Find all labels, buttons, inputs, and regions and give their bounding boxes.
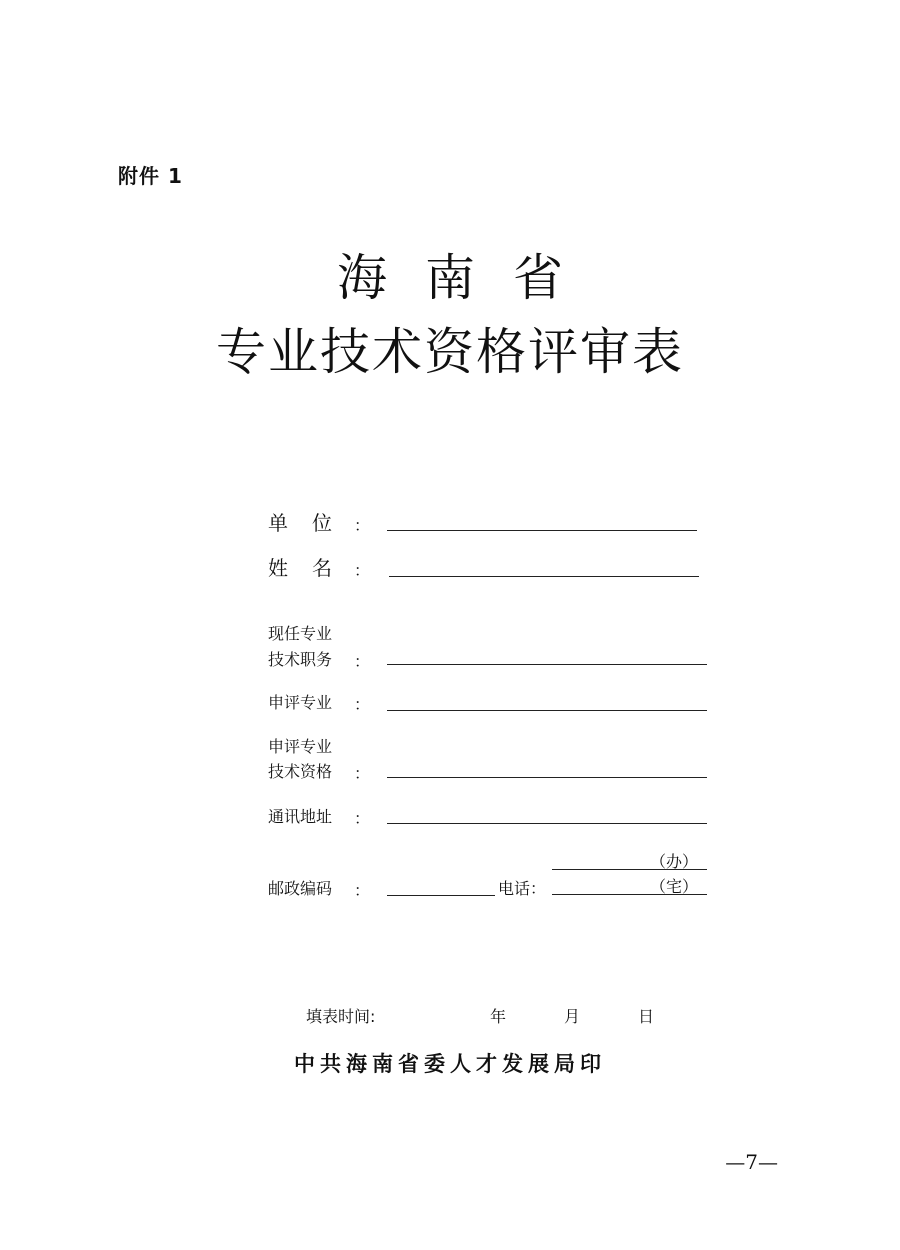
phone-label: 电话： [498, 879, 547, 898]
phone-office-suffix: （办） [650, 852, 699, 871]
title-province: 海南省 [337, 249, 601, 307]
unit-field[interactable] [387, 530, 697, 531]
publisher-imprint: 中共海南省委人才发展局印 [294, 1052, 606, 1076]
fill-date-label: 填表时间: [306, 1007, 376, 1026]
apply-qualification-colon: ： [354, 764, 371, 783]
fill-date-day: 日 [638, 1007, 655, 1026]
name-colon: ： [354, 561, 371, 580]
unit-colon: ： [354, 516, 371, 535]
postcode-label: 邮政编码 [268, 879, 333, 898]
apply-qualification-label-2: 技术资格 [268, 762, 333, 781]
fill-date-year: 年 [490, 1007, 507, 1026]
address-label: 通讯地址 [268, 807, 333, 826]
apply-major-label: 申评专业 [268, 693, 333, 712]
title-form-name: 专业技术资格评审表 [216, 323, 684, 381]
postcode-field[interactable] [387, 895, 495, 896]
phone-home-suffix: （宅） [650, 877, 699, 896]
attachment-label: 附件 1 [118, 164, 183, 188]
current-title-colon: ： [354, 652, 371, 671]
apply-major-colon: ： [354, 695, 371, 714]
current-title-label-1: 现任专业 [268, 624, 333, 643]
current-title-label-2: 技术职务 [268, 650, 333, 669]
apply-qualification-label-1: 申评专业 [268, 737, 333, 756]
name-label: 姓 名 [268, 556, 334, 580]
unit-label: 单 位 [268, 511, 334, 535]
page-number: —7— [725, 1150, 778, 1174]
apply-qualification-field[interactable] [387, 777, 707, 778]
current-title-field[interactable] [387, 664, 707, 665]
apply-major-field[interactable] [387, 710, 707, 711]
address-field[interactable] [387, 823, 707, 824]
fill-date-month: 月 [564, 1007, 581, 1026]
postcode-colon: ： [354, 881, 371, 900]
name-field[interactable] [389, 576, 699, 577]
address-colon: ： [354, 809, 371, 828]
